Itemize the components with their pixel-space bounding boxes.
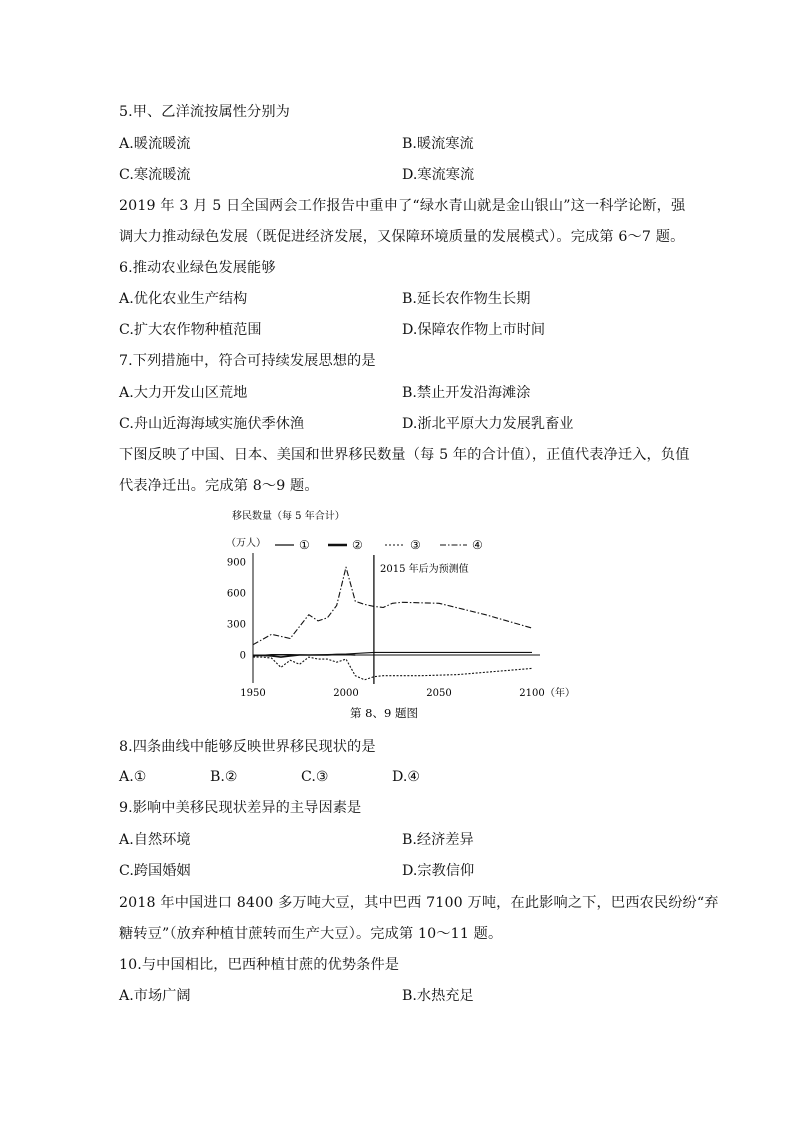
q5-option-a: A.暖流暖流 (119, 136, 191, 152)
x-axis-label: （年） (545, 688, 575, 699)
y-tick-label: 0 (239, 650, 246, 662)
q6-option-d: D.保障农作物上市时间 (402, 322, 546, 338)
legend-label-2: ② (352, 538, 363, 552)
q9-option-b: B.经济差异 (402, 832, 474, 848)
q7-stem: 7.下列措施中，符合可持续发展思想的是 (119, 353, 376, 369)
q7-option-a: A.大力开发山区荒地 (119, 385, 248, 401)
q6-stem: 6.推动农业绿色发展能够 (119, 260, 276, 276)
q7-option-c: C.舟山近海海域实施伏季休渔 (119, 416, 305, 432)
y-tick-label: 900 (226, 557, 246, 569)
series-line-3 (253, 657, 532, 680)
x-tick-labels (240, 686, 575, 699)
q10-stem: 10.与中国相比，巴西种植甘蔗的优势条件是 (119, 957, 400, 973)
q9-option-d: D.宗教信仰 (402, 863, 475, 879)
q6-option-a: A.优化农业生产结构 (119, 291, 248, 307)
q7-option-d: D.浙北平原大力发展乳畜业 (402, 416, 574, 432)
q9-option-a: A.自然环境 (119, 832, 191, 848)
q5-option-b: B.暖流寒流 (402, 136, 474, 152)
passage3-line1: 2018 年中国进口 8400 多万吨大豆，其中巴西 7100 万吨，在此影响之下，巴西农民纷纷“弃 (119, 895, 719, 911)
legend-label-3: ③ (410, 538, 421, 552)
q7-option-b: B.禁止开发沿海滩涂 (402, 385, 531, 401)
passage1-line2: 调大力推动绿色发展（既促进经济发展，又保障环境质量的发展模式）。完成第 6～7 题。 (119, 229, 685, 245)
y-tick-label: 600 (226, 588, 246, 600)
passage1-line1: 2019 年 3 月 5 日全国两会工作报告中重申了“绿水青山就是金山银山”这一科学论断，强 (119, 198, 686, 214)
x-tick-label: 1950 (240, 688, 266, 699)
y-tick-label: 300 (226, 619, 246, 631)
q8-option-c: C.③ (301, 769, 329, 785)
legend-label-1: ① (299, 538, 310, 552)
q5-option-d: D.寒流寒流 (402, 167, 475, 183)
q5-option-c: C.寒流暖流 (119, 167, 191, 183)
passage3-line2: 糖转豆”（放弃种植甘蔗转而生产大豆）。完成第 10～11 题。 (119, 926, 503, 942)
passage2-line2: 代表净迁出。完成第 8～9 题。 (119, 478, 319, 494)
passage2-line1: 下图反映了中国、日本、美国和世界移民数量（每 5 年的合计值），正值代表净迁入，负值 (119, 447, 690, 463)
q8-option-d: D.④ (392, 769, 421, 785)
q8-option-a: A.① (119, 769, 147, 785)
forecast-annotation: 2015 年后为预测值 (380, 564, 469, 575)
figure-caption: 第 8、9 题图 (350, 706, 418, 720)
y-tick-labels (227, 558, 246, 662)
x-tick-label: 2050 (426, 688, 452, 699)
chart-title: 移民数量（每 5 年合计） (232, 511, 345, 522)
chart-ylabel: （万人） (226, 538, 266, 549)
q9-stem: 9.影响中美移民现状差异的主导因素是 (119, 800, 362, 816)
q8-stem: 8.四条曲线中能够反映世界移民现状的是 (119, 739, 376, 755)
q9-option-c: C.跨国婚姻 (119, 863, 191, 879)
q10-option-a: A.市场广阔 (119, 988, 191, 1004)
migration-chart (0, 500, 794, 730)
q6-option-c: C.扩大农作物种植范围 (119, 322, 262, 338)
q10-option-b: B.水热充足 (402, 988, 474, 1004)
legend-label-4: ④ (472, 538, 483, 552)
q6-option-b: B.延长农作物生长期 (402, 291, 531, 307)
x-tick-label: 2000 (333, 688, 359, 699)
q8-option-b: B.② (210, 769, 238, 785)
chart-legend (275, 538, 483, 552)
x-tick-label: 2100 (519, 688, 545, 699)
q5-stem: 5.甲、乙洋流按属性分别为 (119, 104, 290, 120)
chart-series (253, 567, 532, 680)
series-line-4 (253, 567, 532, 645)
